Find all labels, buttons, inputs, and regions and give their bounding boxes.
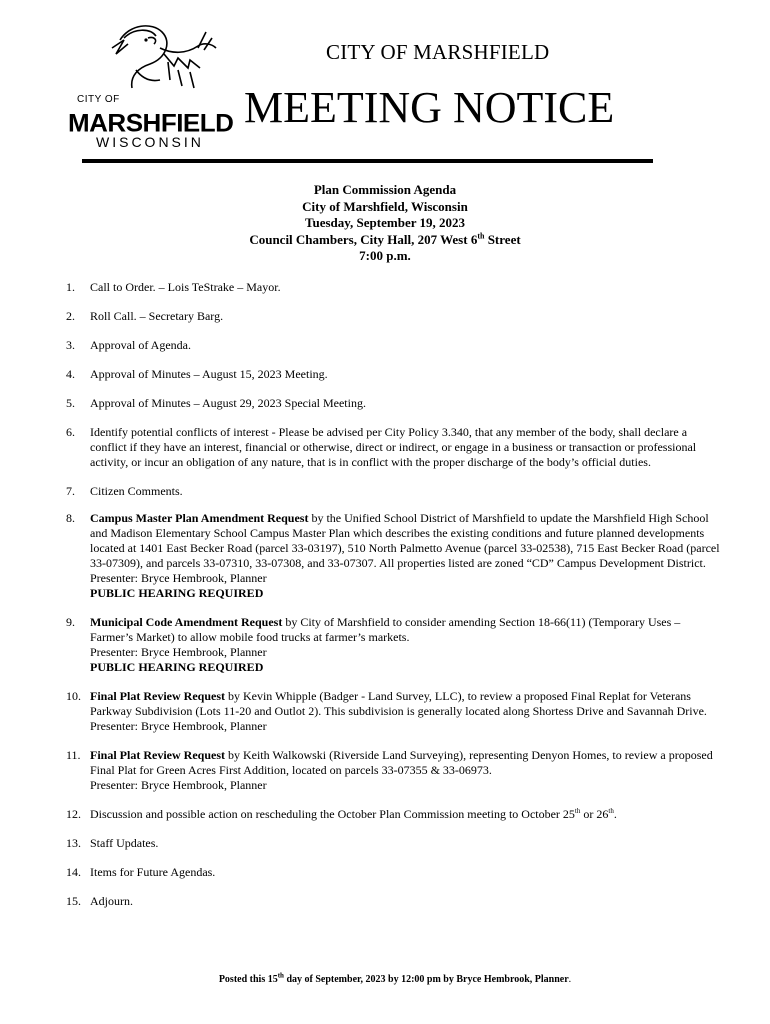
agenda-item-text: by City of Marshfield to consider amending Section 18-66(11) (Temporary Uses – Farmer’s Market) to allow mobile food trucks at farmer’s markets. [90, 615, 681, 644]
agenda-item-sup: th [608, 807, 614, 815]
agenda-item-body [90, 484, 726, 499]
agenda-item-number: 6. [66, 425, 75, 439]
agenda-item-body [90, 807, 726, 822]
agenda-item-number: 14. [66, 865, 81, 879]
agenda-line-4 [0, 232, 770, 249]
agenda-line-5: 7:00 p.m. [359, 248, 411, 263]
agenda-item-sup: th [574, 807, 581, 815]
agenda-item [66, 865, 726, 880]
agenda-item-number: 10. [66, 689, 81, 703]
agenda-item [66, 280, 726, 295]
agenda-line-3: Tuesday, September 19, 2023 [305, 215, 465, 230]
footer-sup: th [277, 971, 284, 980]
agenda-location-sup: th [477, 231, 485, 241]
bird-logo-icon [102, 18, 222, 98]
agenda-line-1: Plan Commission Agenda [313, 182, 457, 197]
agenda-item [66, 309, 726, 324]
agenda-item-body [90, 748, 726, 793]
agenda-item-presenter: Presenter: Bryce Hembrook, Planner [90, 645, 267, 659]
footer-end: . [568, 974, 572, 985]
agenda-item-text: Discussion and possible action on rescheduling the October Plan Commission meeting to October 25 [90, 807, 575, 821]
agenda-item-number: 5. [66, 396, 75, 410]
agenda-item-text: Approval of Minutes – August 15, 2023 Meeting. [90, 367, 328, 381]
footer-post: day of September, 2023 by 12:00 pm by Bryce Hembrook, Planner [283, 974, 569, 985]
agenda-item-text: Staff Updates. [90, 836, 159, 850]
agenda-item-text: Citizen Comments. [90, 484, 183, 498]
agenda-item-body [90, 865, 726, 880]
public-hearing-note: PUBLIC HEARING REQUIRED [90, 586, 264, 600]
agenda-item-body [90, 894, 726, 909]
agenda-item-title: Final Plat Review Request [90, 748, 225, 762]
agenda-item-text: or 26 [580, 807, 609, 821]
agenda-item-body [90, 511, 726, 601]
agenda-item-text: Items for Future Agendas. [90, 865, 216, 879]
agenda-item-text: by the Unified School District of Marshfield to update the Marshfield High School and Madison Elementary School Campus Master Plan which describes the existing conditions and future planned developments located at 1401 East Becker Road (parcel 33-03197), 510 North Palmetto Avenue (parcel 33-02538), 715 East Becker Road (parcel 33-07309), and parcels 33-07310, 33-07308, and 33-07307. All properties listed are zoned “CD” Campus Development District. [90, 511, 720, 570]
agenda-item-title: Campus Master Plan Amendment Request [90, 511, 309, 525]
logo-name: MARSHFIELD [68, 108, 234, 138]
agenda-item-number: 2. [66, 309, 75, 323]
agenda-item-body [90, 280, 726, 295]
agenda-item [66, 894, 726, 909]
agenda-item-title: Final Plat Review Request [90, 689, 225, 703]
agenda-item-body [90, 425, 726, 470]
agenda-item [66, 615, 726, 675]
agenda-item-number: 8. [66, 511, 75, 525]
logo-city-of: CITY OF [77, 94, 120, 105]
agenda-location-end: Street [484, 231, 521, 247]
agenda-item-body [90, 836, 726, 851]
agenda-header [0, 182, 770, 265]
public-hearing-note: PUBLIC HEARING REQUIRED [90, 660, 264, 674]
agenda-item-body [90, 338, 726, 353]
agenda-item-text: by Kevin Whipple (Badger - Land Survey, LLC), to review a proposed Final Replat for Veterans Parkway Subdivision (Lots 11-20 and Outlot 2). This subdivision is generally located along Shortess Drive and Savannah Drive. [90, 689, 707, 718]
agenda-line-2: City of Marshfield, Wisconsin [302, 198, 468, 214]
header-divider [82, 159, 653, 163]
meeting-notice-title: MEETING NOTICE [244, 83, 615, 132]
agenda-item-number: 12. [66, 807, 81, 821]
agenda-item-number: 3. [66, 338, 75, 352]
agenda-item-presenter: Presenter: Bryce Hembrook, Planner [90, 778, 267, 792]
agenda-item-text: by Keith Walkowski (Riverside Land Surveying), representing Denyon Homes, to review a proposed Final Plat for Green Acres First Addition, located on parcels 33-07355 & 33-06973. [90, 748, 713, 777]
agenda-item-number: 7. [66, 484, 75, 498]
agenda-items-list [66, 280, 726, 909]
agenda-item [66, 836, 726, 851]
posted-footer [0, 971, 770, 985]
agenda-item-number: 9. [66, 615, 75, 629]
agenda-item-number: 15. [66, 894, 81, 908]
agenda-location: Council Chambers, City Hall, 207 West 6 [249, 231, 478, 247]
agenda-item-body [90, 396, 726, 411]
agenda-item-text: Adjourn. [90, 894, 133, 908]
agenda-item-number: 1. [66, 280, 75, 294]
logo-state: WISCONSIN [96, 134, 204, 150]
agenda-item-body [90, 689, 726, 734]
agenda-item [66, 396, 726, 411]
footer-pre: Posted this 15 [218, 974, 278, 985]
agenda-item-presenter: Presenter: Bryce Hembrook, Planner [90, 571, 267, 585]
agenda-item [66, 689, 726, 734]
agenda-item-title: Municipal Code Amendment Request [90, 615, 283, 629]
agenda-item [66, 511, 726, 601]
agenda-item [66, 807, 726, 822]
agenda-item-body [90, 309, 726, 324]
agenda-item-body [90, 615, 726, 675]
agenda-item-text: Approval of Minutes – August 29, 2023 Special Meeting. [90, 396, 366, 410]
agenda-item [66, 484, 726, 499]
agenda-item-text: . [613, 807, 617, 821]
agenda-item [66, 338, 726, 353]
city-title: CITY OF MARSHFIELD [326, 40, 550, 64]
agenda-item [66, 367, 726, 382]
agenda-item-body [90, 367, 726, 382]
agenda-item-text: Roll Call. – Secretary Barg. [90, 309, 224, 323]
agenda-item-presenter: Presenter: Bryce Hembrook, Planner [90, 719, 267, 733]
agenda-item-text: Call to Order. – Lois TeStrake – Mayor. [90, 280, 281, 294]
city-logo [66, 18, 238, 150]
agenda-item-text: Approval of Agenda. [90, 338, 191, 352]
agenda-item-number: 4. [66, 367, 75, 381]
agenda-item-number: 11. [66, 748, 81, 762]
agenda-item-number: 13. [66, 836, 81, 850]
agenda-item [66, 748, 726, 793]
agenda-item [66, 425, 726, 470]
agenda-item-text: Identify potential conflicts of interest - Please be advised per City Policy 3.340, that any member of the body, shall declare a conflict if they have an interest, financial or otherwise, direct or indirect, or engage in a business or transaction or professional activity, or incur an obligation of any nature, that is in conflict with the proper discharge of the body’s official duties. [90, 425, 697, 469]
